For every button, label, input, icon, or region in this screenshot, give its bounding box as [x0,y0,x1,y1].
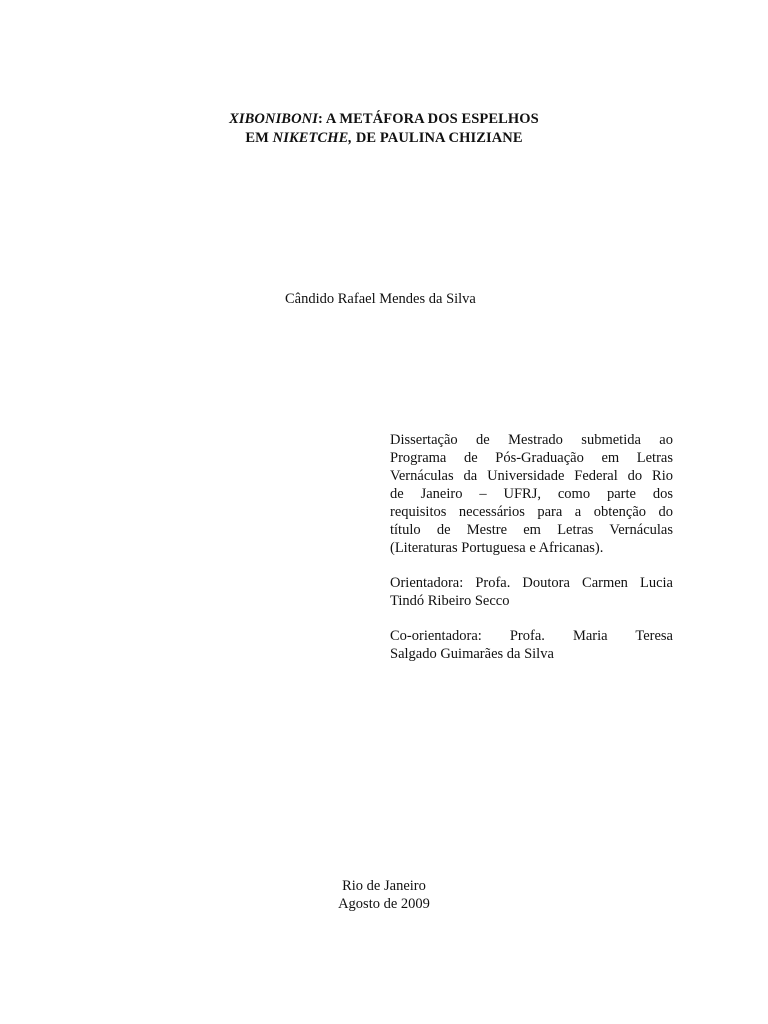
dissertation-line: requisitos necessários para a obtenção do [390,504,673,520]
title-line-2-rest: DE PAULINA CHIZIANE [352,130,523,146]
dissertation-line: Vernáculas da Universidade Federal do Rio [390,468,673,484]
document-title [0,110,768,148]
title-line-1-rest: : A METÁFORA DOS ESPELHOS [317,111,539,127]
dissertation-line: Dissertação de Mestrado submetida ao [390,432,673,448]
coadvisor-statement [390,627,673,663]
title-line-1 [0,110,768,129]
date: Agosto de 2009 [338,896,430,912]
dissertation-statement [390,431,673,557]
title-line-2 [0,129,768,148]
coadvisor-line: Salgado Guimarães da Silva [390,646,554,662]
place-and-date [0,877,768,913]
title-italic-xiboniboni: XIBONIBONI [229,111,318,127]
dissertation-line: de Janeiro – UFRJ, como parte dos [390,486,673,502]
dissertation-line: (Literaturas Portuguesa e Africanas). [390,540,604,556]
author-name: Cândido Rafael Mendes da Silva [285,291,476,307]
advisor-statement [390,574,673,610]
advisor-line: Tindó Ribeiro Secco [390,593,510,609]
coadvisor-line: Co-orientadora: Profa. Maria Teresa [390,628,673,644]
dissertation-line: título de Mestre em Letras Vernáculas [390,522,673,538]
title-line-2-prefix: EM [245,130,273,146]
dissertation-line: Programa de Pós-Graduação em Letras [390,450,673,466]
advisor-line: Orientadora: Profa. Doutora Carmen Lucia [390,575,673,591]
title-italic-niketche: NIKETCHE, [272,130,353,146]
city: Rio de Janeiro [342,878,426,894]
